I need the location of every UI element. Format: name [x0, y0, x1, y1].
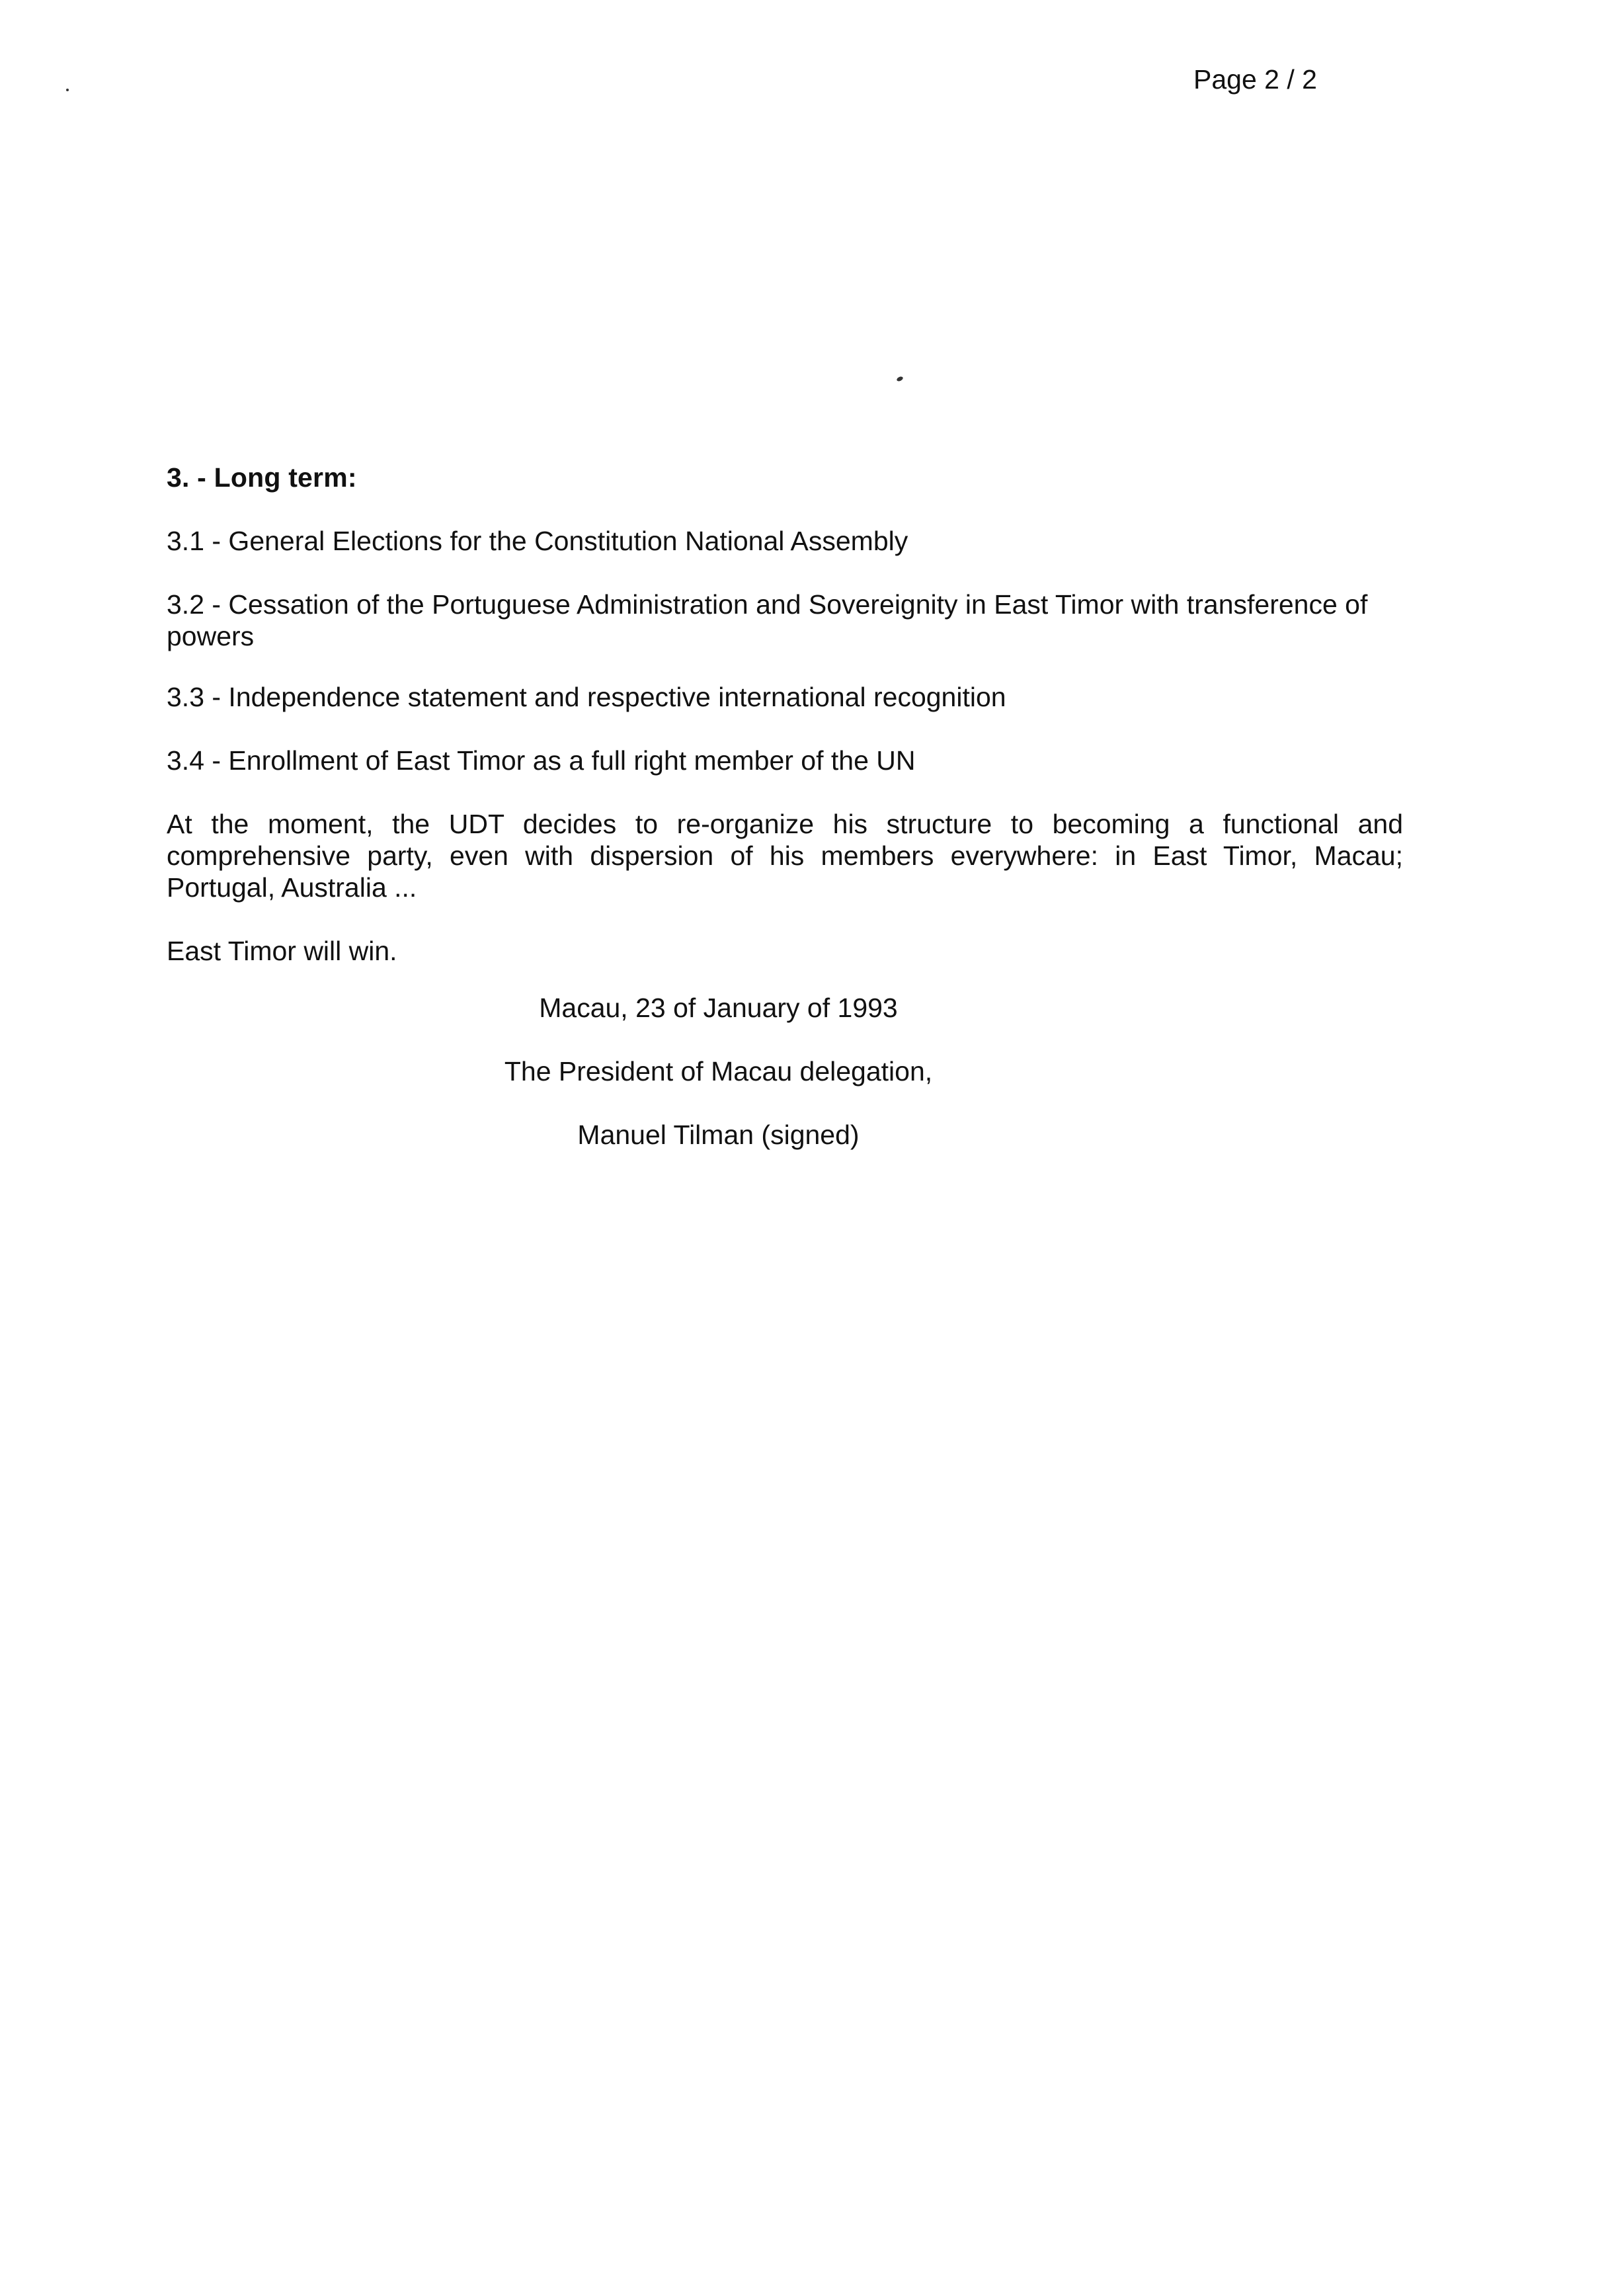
- scan-speck: [66, 89, 69, 91]
- closing-line: East Timor will win.: [167, 936, 397, 966]
- list-item-3-3: 3.3 - Independence statement and respective international recognition: [167, 682, 1006, 712]
- list-item-3-4: 3.4 - Enrollment of East Timor as a full right member of the UN: [167, 745, 916, 776]
- section-heading: 3. - Long term:: [167, 462, 357, 493]
- long-term-section: [167, 462, 1403, 967]
- list-item-3-1: 3.1 - General Elections for the Constitution National Assembly: [167, 526, 908, 556]
- udt-statement-paragraph: At the moment, the UDT decides to re-organize his structure to becoming a functional and comprehensive party, even with dispersion of his members everywhere: in East Timor, Macau; Portugal, Australia ...: [167, 809, 1403, 903]
- scan-speck: [896, 376, 904, 382]
- list-item-3-2: 3.2 - Cessation of the Portuguese Administration and Sovereignity in East Timor with transference of powers: [167, 589, 1368, 651]
- signatory-title: The President of Macau delegation,: [504, 1056, 933, 1086]
- place-date: Macau, 23 of January of 1993: [539, 993, 898, 1023]
- signatory-name: Manuel Tilman (signed): [577, 1120, 860, 1150]
- page-number: Page 2 / 2: [1193, 64, 1317, 95]
